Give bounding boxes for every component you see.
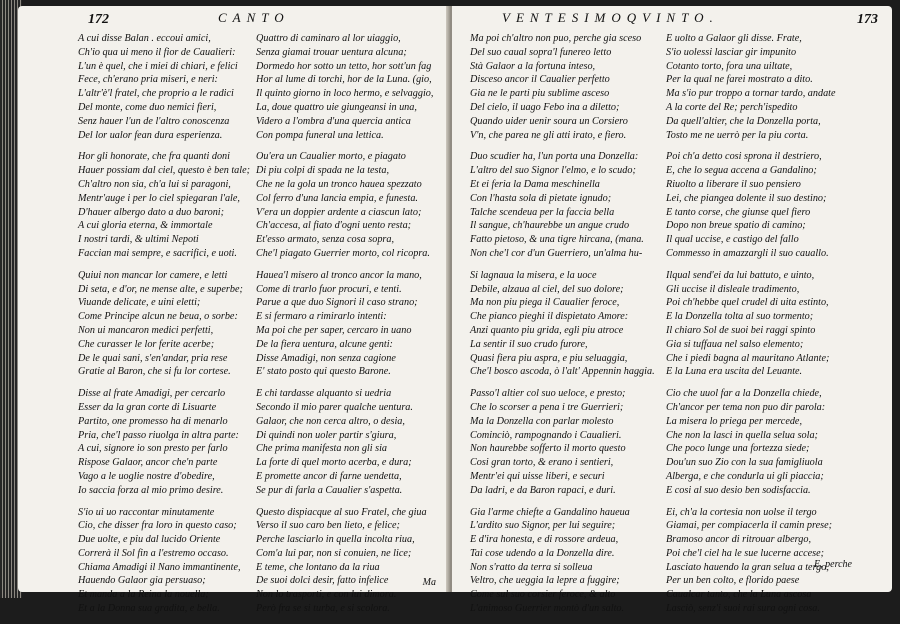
verse-line: Ilqual send'ei da lui battuto, e uinto, — [666, 269, 815, 281]
verse-line: A cui disse Balan . eccoui amici, — [78, 33, 211, 44]
verse-line: E si fermaro a rimirarlo intenti: — [256, 311, 387, 323]
left-column-1 — [78, 32, 274, 624]
verse-line: Che prima manifesta non gli sia — [256, 443, 388, 455]
verse-line: Ma non piu piega il Caualier feroce, — [470, 297, 620, 309]
verse-line: Faccian mai sempre, e sacrifici, e uoti. — [78, 247, 237, 259]
verse-line: Fece, ch'erano pria miseri, e neri: — [78, 74, 218, 86]
verse-line: Come di trarlo fuor procuri, e tenti. — [256, 283, 402, 295]
verse-line: Gia ne le parti piu sublime asceso — [470, 88, 610, 100]
stanza — [666, 269, 862, 379]
verse-line: Io saccia forza al mio primo desire. — [78, 484, 224, 496]
stanza — [256, 506, 452, 616]
right-catchword: E, perche — [814, 559, 852, 570]
verse-line: Si lagnaua la misera, e la uoce — [470, 269, 597, 281]
verse-line: Cosi gran torto, & erano i sentieri, — [470, 457, 614, 469]
verse-line: Disse al frate Amadigi, per cercarlo — [78, 388, 226, 400]
verse-line: Et manda a la Reina la nouella; — [78, 589, 209, 601]
verse-line: Che'l bosco ascoda, ò l'alt' Appennin haggia. — [470, 366, 655, 378]
verse-line: Del lor ualor fean dura esperienza. — [78, 129, 223, 141]
verse-line: Però fra se si turba, e si scolora. — [256, 603, 390, 615]
right-running-head: VENTESIMOQVINTO. — [502, 10, 719, 25]
verse-line: A cui, signore io son presto per farlo — [78, 443, 228, 455]
verse-line: S'io ui uo raccontar minutamente — [78, 506, 215, 518]
verse-line: Bramoso ancor di ritrouar albergo, — [666, 534, 811, 546]
verse-line: Dou'un suo Zio con la sua famigliuola — [666, 457, 823, 469]
verse-line: Esser da la gran corte di Lisuarte — [78, 401, 217, 413]
verse-line: Del suo caual sopra'l funereo letto — [470, 46, 612, 58]
verse-line: Di piu colpi di spada ne la testa, — [256, 165, 389, 177]
verse-line: Con pompa funeral una lettica. — [256, 129, 384, 141]
verse-line: E chi tardasse alquanto si uedria — [256, 388, 392, 400]
verse-line: Quiui non mancar lor camere, e letti — [78, 269, 228, 281]
verse-line: V'n, che parea ne gli atti irato, e fiero. — [470, 129, 627, 141]
stanza — [470, 506, 666, 616]
verse-line: Vago a le uoglie nostre d'obedire, — [78, 470, 215, 482]
verse-line: Dopo non breue spatio di camino; — [666, 220, 806, 232]
verse-line: De suoi dolci desir, fatto infelice — [256, 575, 389, 587]
verse-line: Cotanto torto, fora una uiltate, — [666, 60, 793, 72]
verse-line: Poi ch'a detto cosi sprona il destriero, — [666, 151, 822, 163]
verse-line: Anzi quanto piu grida, egli piu atroce — [470, 324, 624, 336]
verse-line: Disceso ancor il Caualier perfetto — [470, 74, 610, 86]
verse-line: L'animoso Guerrier montò d'un salto. — [470, 603, 625, 615]
verse-line: Di quindi non uoler partir s'giura, — [256, 429, 397, 441]
verse-line: La forte di quel morto acerba, e dura; — [256, 457, 412, 469]
verse-line: Per la qual ne farei mostrato a dito. — [666, 74, 813, 86]
stanza — [470, 32, 666, 142]
verse-line: V'era un doppier ardente a ciascun lato; — [256, 206, 422, 218]
right-column-2 — [666, 32, 862, 624]
verse-line: La, doue quattro uie giungeansi in una, — [256, 101, 417, 113]
verse-line: Che poco lunge una fortezza siede; — [666, 443, 810, 455]
verse-line: Hauer possiam dal ciel, questo è ben tale; — [78, 165, 251, 177]
stanza — [78, 269, 274, 379]
stanza — [470, 269, 666, 379]
verse-line: Passo'l altier col suo ueloce, e presto; — [470, 388, 626, 400]
verse-line: Et a la Donna sua gradita, e bella. — [78, 603, 220, 615]
stanza — [78, 506, 274, 616]
verse-line: A la corte del Re; perch'ispedito — [666, 101, 798, 113]
verse-line: Del monte, come duo nemici fieri, — [78, 101, 217, 113]
verse-line: Il quinto giorno in loco hermo, e selvaggio, — [256, 88, 434, 100]
verse-line: Partito, one promesso ha di menarlo — [78, 415, 228, 427]
left-header — [18, 10, 450, 34]
verse-line: Com'a lui par, non si conuien, ne lice; — [256, 547, 412, 559]
verse-line: E tanto corse, che giunse quel fiero — [666, 206, 811, 218]
right-header — [452, 10, 892, 34]
verse-line: De le quai sani, s'en'andar, pria rese — [78, 352, 228, 364]
verse-line: Quando uider uenir soura un Corsiero — [470, 115, 628, 127]
verse-line: Correrà il Sol fin a l'estremo occaso. — [78, 547, 229, 559]
verse-line: S'io uolessi lasciar gir impunito — [666, 46, 797, 58]
stanza — [256, 269, 452, 379]
verse-line: Secondo il mio parer qualche uentura. — [256, 401, 413, 413]
verse-line: Pria, che'l passo riuolga in altra parte: — [78, 429, 239, 441]
verse-line: Che curasser le lor ferite acerbe; — [78, 338, 215, 350]
verse-line: Ch'altro non sia, ch'a lui si paragoni, — [78, 178, 231, 190]
verse-line: A cui gloria eterna, & immortale — [78, 220, 213, 232]
verse-line: Verso il suo caro ben lieto, e felice; — [256, 520, 400, 532]
verse-line: E cosi al suo desio ben sodisfaccia. — [666, 484, 811, 496]
verse-line: Alberga, e che condurla ui gli piaccia; — [666, 470, 824, 482]
verse-line: Ma la Donzella con parlar molesto — [470, 415, 614, 427]
left-running-head: CANTO — [218, 10, 290, 25]
verse-line: Perche lasciarlo in quella incolta riua, — [256, 534, 415, 546]
verse-line: Talche scendeua per la faccia bella — [470, 206, 615, 218]
stanza — [470, 150, 666, 260]
stanza — [78, 32, 274, 142]
verse-line: Non lo trasporti, e con lui dimora. — [256, 589, 397, 601]
verse-line: Da quell'altier, che la Donzella porta, — [666, 115, 821, 127]
verse-line: L'altr'è'l fratel, che proprio a le radici — [78, 88, 234, 100]
verse-line: L'un è quel, che i miei di chiari, e felici — [78, 60, 238, 72]
verse-line: De la fiera uentura, alcune genti: — [256, 338, 393, 350]
verse-line: Disse Amadigi, non senza cagione — [256, 352, 396, 364]
verse-line: Per un ben colto, e florido paese — [666, 575, 800, 587]
verse-line: Poi ch'hebbe quel crudel di uita estinto, — [666, 297, 829, 309]
stanza — [666, 32, 862, 142]
verse-line: E d'ira honesta, e di rossore ardeua, — [470, 534, 619, 546]
verse-line: Ch'ancor per tema non puo dir parola: — [666, 401, 826, 413]
stanza — [666, 387, 862, 497]
stanza — [78, 387, 274, 497]
verse-line: Ei, ch'a la cortesia non uolse il tergo — [666, 506, 817, 518]
verse-line: Che lo scorser a pena i tre Guerrieri; — [470, 401, 624, 413]
verse-line: Hor al lume di torchi, hor de la Luna. (gio, — [256, 74, 432, 86]
verse-line: E uolto a Galaor gli disse. Frate, — [666, 33, 802, 44]
verse-line: Che i piedi bagna al mauritano Atlante; — [666, 352, 830, 364]
verse-line: E promette ancor di farne uendetta, — [256, 470, 402, 482]
verse-line: Ou'era un Caualier morto, e piagato — [256, 151, 406, 163]
verse-line: Se pur di farla a Caualier s'aspetta. — [256, 484, 403, 496]
verse-line: Et ei feria la Dama meschinella — [470, 178, 600, 190]
verse-line: Rispose Galaor, ancor che'n parte — [78, 457, 218, 469]
verse-line: Gia si tuffaua nel salso elemento; — [666, 338, 804, 350]
verse-line: Commesso in amazzargli il suo cauallo. — [666, 247, 829, 259]
verse-line: Gratie al Baron, che si fu lor cortese. — [78, 366, 231, 378]
verse-line: Dormedo hor sotto un tetto, hor sott'un fag — [256, 60, 432, 72]
verse-line: Che ne la gola un tronco hauea spezzato — [256, 178, 422, 190]
verse-line: Cio che uuol far a la Donzella chiede, — [666, 388, 822, 400]
verse-line: Non haurebbe sofferto il morto questo — [470, 443, 626, 455]
verse-line: Hauendo Galaor gia persuaso; — [78, 575, 206, 587]
stanza — [78, 150, 274, 260]
right-page — [452, 6, 892, 615]
verse-line: Stà Galaor a la fortuna inteso, — [470, 60, 596, 72]
stanza — [256, 387, 452, 497]
verse-line: Videro a l'ombra d'una quercia antica — [256, 115, 411, 127]
verse-line: L'ardito suo Signor, per lui seguire; — [470, 520, 616, 532]
verse-line: Quattro di caminaro al lor uiaggio, — [256, 33, 401, 44]
verse-line: Parue a que duo Signori il caso strano; — [256, 297, 418, 309]
verse-line: Chiama Amadigi il Nano immantinente, — [78, 561, 241, 573]
verse-line: Mentr'auge i per lo ciel spiegaran l'ale, — [78, 192, 240, 204]
left-catchword: Ma — [422, 577, 436, 588]
verse-line: Che non la lasci in quella selua sola; — [666, 429, 818, 441]
stanza — [666, 150, 862, 260]
verse-line: Che pianco pieghi il dispietato Amore: — [470, 311, 629, 323]
verse-line: Giamai, per compiacerla il camin prese; — [666, 520, 832, 532]
verse-line: La sentir il suo crudo furore, — [470, 338, 588, 350]
verse-line: Ch'accesa, al fiato d'ogni uento resta; — [256, 220, 412, 232]
verse-line: Questo dispiacque al suo Fratel, che giua — [256, 506, 427, 518]
verse-line: Che'l piagato Guerrier morto, col ricopra. — [256, 247, 430, 259]
verse-line: L'altro del suo Signor l'elmo, e lo scudo; — [470, 165, 636, 177]
verse-line: Ma s'io pur troppo a tornar tardo, andate — [666, 88, 836, 100]
verse-line: E' stato posto qui questo Barone. — [256, 366, 391, 378]
verse-line: Da ladri, e da Baron rapaci, e duri. — [470, 484, 616, 496]
verse-line: Tosto me ne uerrò per la piu corta. — [666, 129, 809, 141]
verse-line: Ma poi ch'altro non puo, perche gia sceso — [470, 33, 642, 44]
verse-line: Gia l'arme chiefte a Gandalino haueua — [470, 506, 630, 518]
verse-line: Lei, che piangea dolente il suo destino; — [666, 192, 827, 204]
verse-line: Lasciò, senz'i suoi rai sura ogni cosa. — [666, 603, 820, 615]
verse-line: E la Luna era uscita del Leuante. — [666, 366, 803, 378]
verse-line: Di seta, e d'or, ne mense alte, e superbe; — [78, 283, 243, 295]
left-page — [18, 6, 450, 615]
verse-line: Et'esso armato, senza cosa sopra, — [256, 234, 395, 246]
verse-line: Non che'l cor d'un Guerriero, un'alma hu- — [470, 247, 643, 259]
verse-line: Quasi fiera piu aspra, e piu seluaggia, — [470, 352, 628, 364]
verse-line: E la Donzella tolta al suo tormento; — [666, 311, 814, 323]
stanza — [256, 32, 452, 142]
verse-line: I nostri tardi, & ultimi Nepoti — [78, 234, 199, 246]
verse-line: Veltro, che ueggia la lepre a fuggire; — [470, 575, 620, 587]
stanza — [470, 387, 666, 497]
verse-line: Il sangue, ch'haurebbe un angue crudo — [470, 220, 630, 232]
verse-line: Poi che'l ciel ha le sue lucerne accese; — [666, 547, 825, 559]
verse-line: Debile, alzaua al ciel, del suo dolore; — [470, 283, 624, 295]
verse-line: Lasciato hauendo la gran selua a tergo, — [666, 561, 829, 573]
verse-line: Il qual uccise, e castigo del fallo — [666, 234, 799, 246]
verse-line: Il chiaro Sol de suoi bei raggi spinto — [666, 324, 816, 336]
verse-line: Cio, che disser fra loro in questo caso; — [78, 520, 237, 532]
verse-line: D'hauer albergo dato a duo baroni; — [78, 206, 225, 218]
verse-line: Fatto pietoso, & una tigre hircana, (mana. — [470, 234, 644, 246]
verse-line: Col ferro d'una lancia empia, e funesta. — [256, 192, 418, 204]
verse-line: Hauea'l misero al tronco ancor la mano, — [256, 269, 422, 281]
verse-line: Come Principe alcun ne beua, o sorbe: — [78, 311, 238, 323]
verse-line: Galaor, che non cerca altro, o desia, — [256, 415, 405, 427]
verse-line: Gli uccise il disleale tradimento, — [666, 283, 800, 295]
left-column-2 — [256, 32, 452, 624]
verse-line: Cominciò, rampognando i Caualieri. — [470, 429, 622, 441]
verse-line: Ch'io qua ui meno il fior de Caualieri: — [78, 46, 236, 58]
right-folio: 173 — [857, 12, 878, 27]
stanza — [256, 150, 452, 260]
verse-line: Non s'ratto da terra si solleua — [470, 561, 593, 573]
verse-line: La misera lo priega per mercede, — [666, 415, 802, 427]
verse-line: Tai cose udendo a la Donzella dire. — [470, 547, 615, 559]
verse-line: Ma poi che per saper, cercaro in uano — [256, 324, 412, 336]
verse-line: Non ui mancaron medici perfetti, — [78, 324, 214, 336]
verse-line: Mentr'ei qui uisse liberi, e securi — [470, 470, 605, 482]
left-folio: 172 — [88, 12, 109, 27]
verse-line: Due uolte, e piu dal lucido Oriente — [78, 534, 221, 546]
right-column-1 — [470, 32, 666, 624]
verse-line: Duo scudier ha, l'un porta una Donzella: — [470, 151, 639, 163]
verse-line: Come sul suo corsier feroce, & alto — [470, 589, 616, 601]
verse-line: E, che lo segua accena a Gandalino; — [666, 165, 817, 177]
verse-line: Senz hauer l'un de l'altro conoscenza — [78, 115, 230, 127]
verse-line: Del cielo, il uago Febo ina a diletto; — [470, 101, 620, 113]
verse-line: Hor gli honorate, che fra quanti doni — [78, 151, 230, 163]
verse-line: Con l'hasta sola di pietate ignudo; — [470, 192, 612, 204]
verse-line: Riuolto a liberare il suo pensiero — [666, 178, 801, 190]
verse-line: Senza giamai trouar uentura alcuna; — [256, 46, 407, 58]
verse-line: E teme, che lontano da la riua — [256, 561, 380, 573]
verse-line: Caualcar tanto, che la Luna ascosa — [666, 589, 812, 601]
verse-line: Viuande delicate, e uini eletti; — [78, 297, 201, 309]
